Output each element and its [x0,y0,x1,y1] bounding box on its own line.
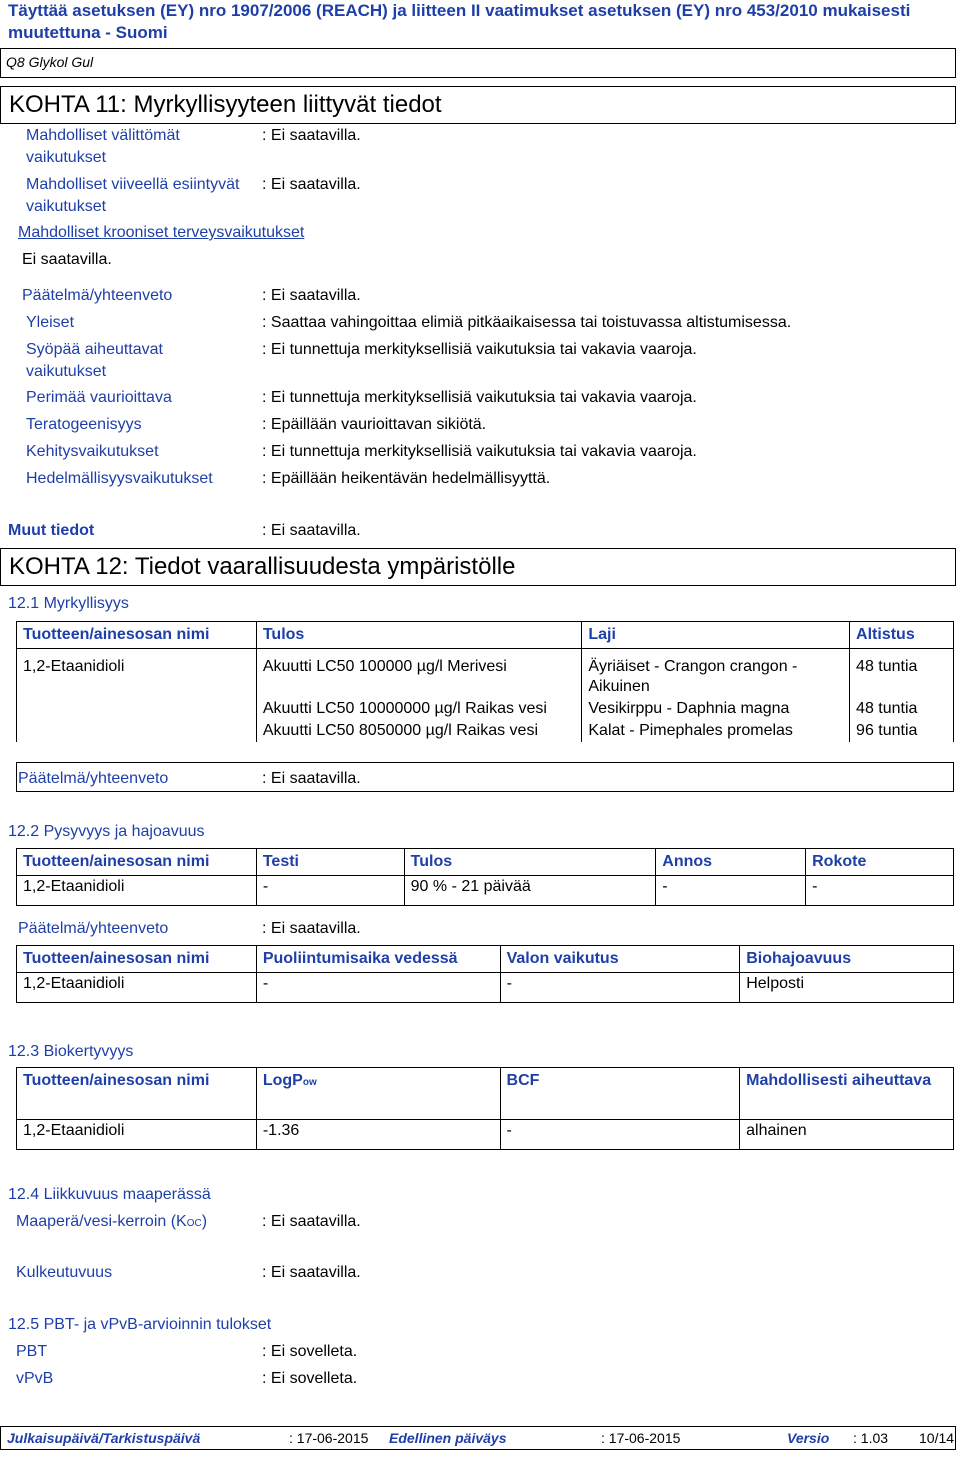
fertility-value: : Epäillään heikentävän hedelmällisyyttä. [262,470,551,487]
table-cell: 48 tuntia [850,698,954,720]
table-cell: Akuutti LC50 100000 µg/l Merivesi [256,649,582,699]
general-value: : Saattaa vahingoittaa elimiä pitkäaikaisessa tai toistuvassa altistumisessa. [262,314,792,331]
previous-date-label: Edellinen päiväys [389,1430,507,1446]
table-cell: 96 tuntia [850,720,954,742]
section-12-heading: KOHTA 12: Tiedot vaarallisuudesta ympäristölle [0,548,956,586]
general-label: Yleiset [26,314,75,331]
developmental-label: Kehitysvaikutukset [26,443,159,460]
col-result-header: Tulos [404,849,656,876]
delayed-effects-label: Mahdolliset viiveellä esiintyvät vaikutukset [26,176,240,215]
chronic-effects-heading: Mahdolliset krooniset terveysvaikutukset [18,224,305,241]
product-box [0,48,956,78]
col-halflife-header: Puoliintumisaika vedessä [256,946,500,973]
mobility-value: : Ei saatavilla. [262,1264,361,1281]
section-11-heading: KOHTA 11: Myrkyllisyyteen liittyvät tiedot [0,86,956,124]
table-cell: - [500,973,740,1003]
table-cell [17,698,257,720]
col-test-header: Testi [256,849,404,876]
substance-name: 1,2-Etaanidioli [17,649,257,699]
mutagenic-value: : Ei tunnettuja merkityksellisiä vaikutuksia tai vakavia vaaroja. [262,389,697,406]
previous-date-value: : 17-06-2015 [601,1430,681,1446]
publication-date-value: : 17-06-2015 [289,1430,369,1446]
table-cell: Äyriäiset - Crangon crangon - Aikuinen [582,649,850,699]
toxicity-title: 12.1 Myrkyllisyys [8,595,129,612]
persistence-table [16,848,954,906]
persistence-title: 12.2 Pysyvyys ja hajoavuus [8,823,205,840]
table-cell: 1,2-Etaanidioli [17,876,257,906]
developmental-value: : Ei tunnettuja merkityksellisiä vaikutuksia tai vakavia vaaroja. [262,443,697,460]
degradation-table [16,945,954,1003]
pbt-value: : Ei sovelleta. [262,1343,358,1360]
toxicity-summary-label: Päätelmä/yhteenveto [18,770,169,787]
table-cell: Akuutti LC50 10000000 µg/l Raikas vesi [256,698,582,720]
table-cell: - [256,973,500,1003]
col-biodegradability-header: Biohajoavuus [740,946,954,973]
toxicity-summary-value: : Ei saatavilla. [262,770,361,787]
table-cell: -1.36 [256,1120,500,1150]
pbt-title: 12.5 PBT- ja vPvB-arvioinnin tulokset [8,1316,272,1333]
col-photolysis-header: Valon vaikutus [500,946,740,973]
persistence-summary-value: : Ei saatavilla. [262,920,361,937]
immediate-effects-value: : Ei saatavilla. [262,127,361,144]
col-result-header: Tulos [256,622,582,649]
table-cell: Vesikirppu - Daphnia magna [582,698,850,720]
mutagenic-label: Perimää vaurioittava [26,389,172,406]
other-info-value: : Ei saatavilla. [262,522,361,539]
toxicity-table [16,621,954,742]
pbt-label: PBT [16,1343,48,1360]
col-potential-header: Mahdollisesti aiheuttava [740,1068,954,1120]
version-value: : 1.03 [853,1430,889,1446]
page-number: 10/14 [919,1430,955,1446]
vpvb-value: : Ei sovelleta. [262,1370,358,1387]
version-label: Versio [787,1430,830,1446]
col-name-header: Tuotteen/ainesosan nimi [17,622,257,649]
col-name-header: Tuotteen/ainesosan nimi [17,946,257,973]
teratogenicity-value: : Epäillään vaurioittavan sikiötä. [262,416,487,433]
footer [0,1426,956,1450]
col-logp-header: LogPow [256,1068,500,1120]
koc-label: Maaperä/vesi-kerroin (KOC) [16,1213,208,1230]
vpvb-label: vPvB [16,1370,54,1387]
table-cell [17,720,257,742]
delayed-effects-value: : Ei saatavilla. [262,176,361,193]
col-bcf-header: BCF [500,1068,740,1120]
table-cell: - [806,876,954,906]
table-cell: alhainen [740,1120,954,1150]
teratogenicity-label: Teratogeenisyys [26,416,142,433]
other-info-label: Muut tiedot [8,522,95,539]
mobility-title: 12.4 Liikkuvuus maaperässä [8,1186,211,1203]
table-cell: - [256,876,404,906]
table-cell: Kalat - Pimephales promelas [582,720,850,742]
bioaccumulation-title: 12.3 Biokertyvyys [8,1043,134,1060]
tox-summary-label: Päätelmä/yhteenveto [22,287,173,304]
carcinogenic-value: : Ei tunnettuja merkityksellisiä vaikutuksia tai vakavia vaaroja. [262,341,697,358]
koc-value: : Ei saatavilla. [262,1213,361,1230]
carcinogenic-label: Syöpää aiheuttavat vaikutukset [26,341,163,380]
table-cell: 48 tuntia [850,649,954,699]
fertility-label: Hedelmällisyysvaikutukset [26,470,213,487]
immediate-effects-label: Mahdolliset välittömät vaikutukset [26,127,180,166]
table-cell: - [500,1120,740,1150]
col-name-header: Tuotteen/ainesosan nimi [17,849,257,876]
chronic-effects-value: Ei saatavilla. [22,251,112,268]
tox-summary-value: : Ei saatavilla. [262,287,361,304]
bioaccumulation-table [16,1067,954,1150]
table-cell: 1,2-Etaanidioli [17,973,257,1003]
col-dose-header: Annos [656,849,806,876]
col-exposure-header: Altistus [850,622,954,649]
publication-date-label: Julkaisupäivä/Tarkistuspäivä [7,1430,201,1446]
table-cell: Helposti [740,973,954,1003]
persistence-summary-label: Päätelmä/yhteenveto [18,920,169,937]
table-cell: Akuutti LC50 8050000 µg/l Raikas vesi [256,720,582,742]
col-name-header: Tuotteen/ainesosan nimi [17,1068,257,1120]
document-title: Täyttää asetuksen (EY) nro 1907/2006 (REACH) ja liitteen II vaatimukset asetuksen (EY) nro 453/2010 mukaisesti muutettuna - Suomi [8,1,911,42]
product-name: Q8 Glykol Gul [6,54,94,70]
mobility-label: Kulkeutuvuus [16,1264,113,1281]
table-cell: - [656,876,806,906]
table-cell: 90 % - 21 päivää [404,876,656,906]
table-cell: 1,2-Etaanidioli [17,1120,257,1150]
col-inoculum-header: Rokote [806,849,954,876]
col-species-header: Laji [582,622,850,649]
